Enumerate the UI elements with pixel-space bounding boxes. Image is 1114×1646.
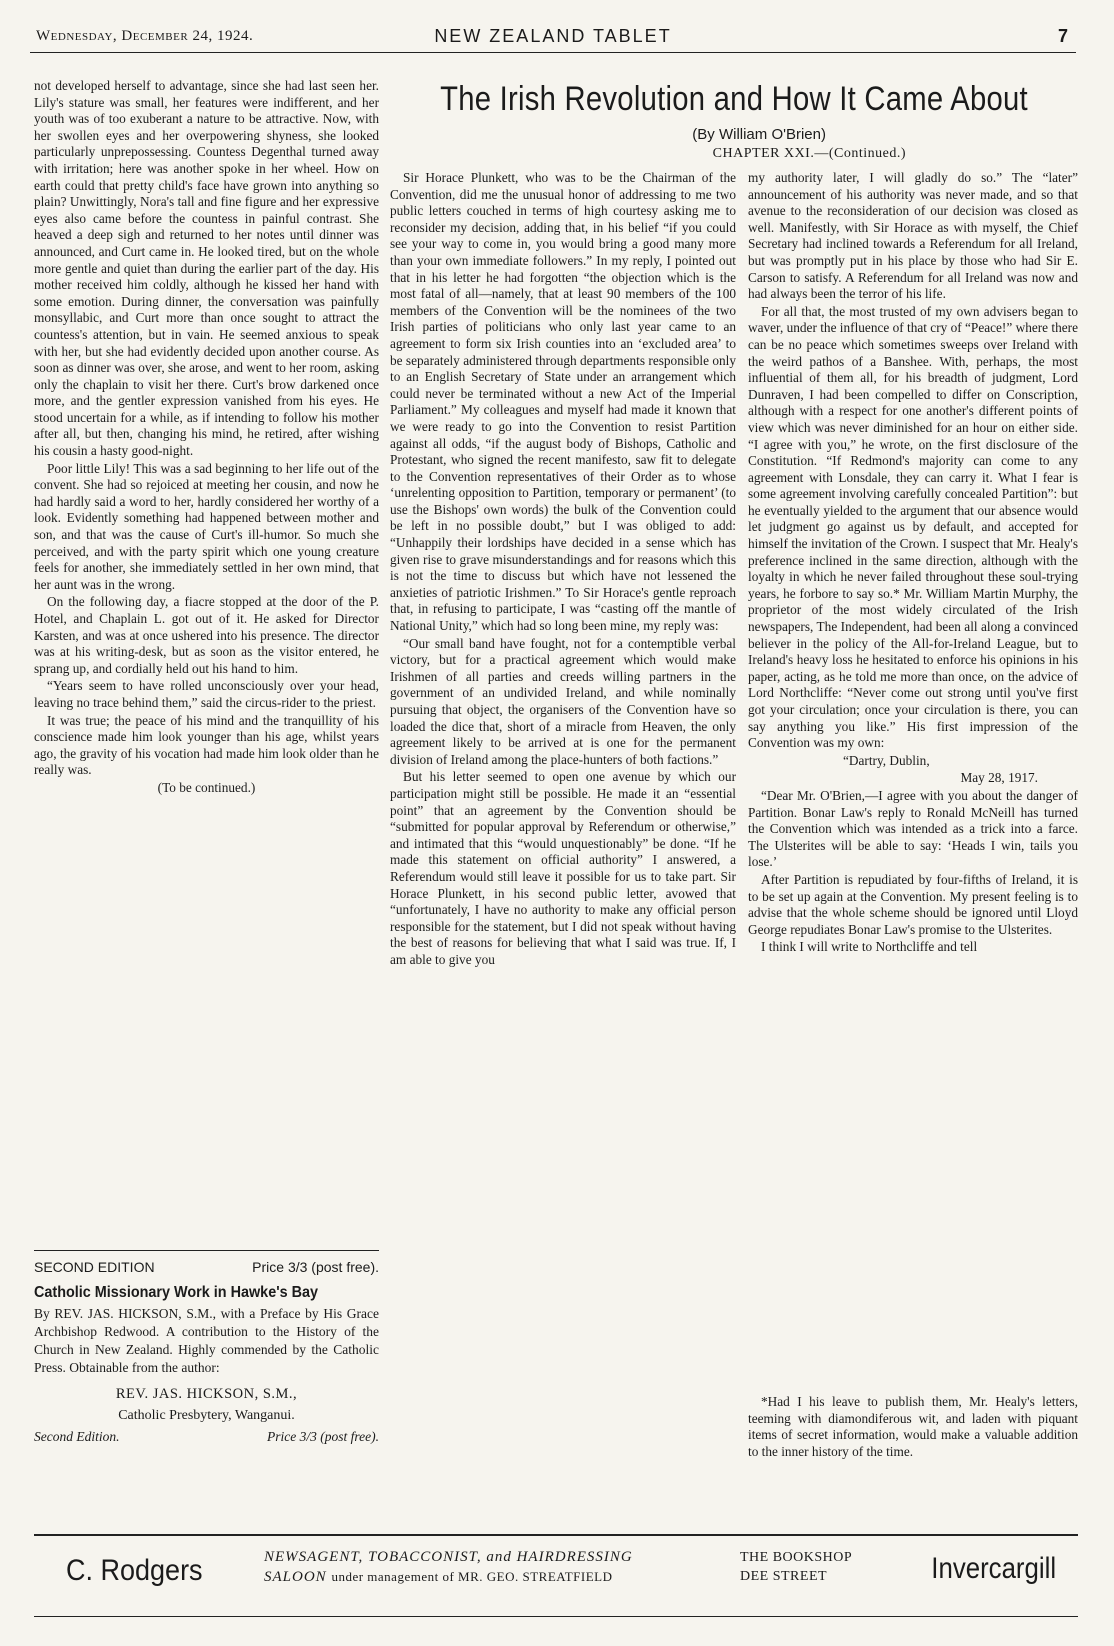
serial-paragraph: “Years seem to have rolled unconsciously over your head, leaving no trace behind them,” said the circus-rider to the priest. (34, 678, 379, 710)
ad-footer-edition: Second Edition. (34, 1429, 120, 1444)
book-advertisement (34, 1258, 379, 1446)
masthead (30, 22, 1076, 53)
section-divider (34, 1250, 379, 1251)
letter-place: “Dartry, Dublin, (843, 752, 930, 768)
banner-services-line-1: NEWSAGENT, TOBACCONIST, and HAIRDRESSING (264, 1549, 633, 1565)
article-column-2 (390, 170, 736, 970)
advertising-banner (34, 1534, 1078, 1617)
to-be-continued: (To be continued.) (157, 779, 256, 795)
ad-description: By REV. JAS. HICKSON, S.M., with a Preface by His Grace Archbishop Redwood. A contribution to the History of the Church in New Zealand. Highly commended by the Catholic Press. Obtainable from the author: (34, 1306, 379, 1375)
ad-footer-price: Price 3/3 (post free). (267, 1429, 379, 1444)
publication-title: NEW ZEALAND TABLET (434, 26, 672, 46)
letter-paragraph: After Partition is repudiated by four-fifths of Ireland, it is to be set up again at the Convention. My present feeling is to advise that the whole scheme should be ignored until Lloyd George repudiates Bonar Law's promise to the Ulsterites. (748, 871, 1078, 937)
article-byline: (By William O'Brien) (692, 126, 826, 143)
article-quote: “Our small band have fought, not for a contemptible verbal victory, but for a practical agreement which would make Irishmen of all parties and creeds willing partners in the government of an undivided Ireland, and while nominally pursuing that object, the organisers of the Convention have so loaded the dice that, short of a miracle from Heaven, the only agreement likely to be arrived at is one for the permanent division of Ireland among the place-hunters of both factions.” (390, 635, 736, 767)
article-paragraph: For all that, the most trusted of my own advisers began to waver, under the influence of that cry of “Peace!” where there can be no peace which sometimes sweeps over Ireland with the weird pathos of a Banshee. With, perhaps, the most influential of them all, for his breadth of judgment, Lord Dunraven, I had been compelled to differ on Conscription, although with a respect for one another's different points of view which was never diminished for an hour on either side. “I agree with you,” he wrote, on the first disclosure of the Constitution. “If Redmond's majority can come to any agreement with Lonsdale, they can carry it. What I fear is some agreement involving carefully concealed Partition”: but he eventually yielded to the argument that our absence would let judgment go against us by default, and accepted for himself the invitation of the Crown. I suspect that Mr. Healy's preference inclined in the same direction, although with the loyalty in which he never failed throughout these soul-trying years, he forbore to say so.* Mr. William Martin Murphy, the proprietor of the most widely circulated of the Irish newspapers, The Independent, had been all along a convinced believer in the policy of the All-for-Ireland League, but to Ireland's heavy loss he hesitated to enforce his opinions in his paper, acting, as he told me more than once, on the advice of Lord Northcliffe: “Never come out strong until you've first got your circulation; once your circulation is there, you can say anything you like.” His first impression of the Convention was my own: (748, 303, 1078, 751)
letter-date: May 28, 1917. (960, 770, 1038, 786)
serial-paragraph: On the following day, a fiacre stopped at the door of the P. Hotel, and Chaplain L. got out of it. He asked for Director Karsten, and was at once ushered into his presence. The director was at his writing-desk, but as soon as the visitor entered, he sprang up, and cordially held out his hand to him. (34, 594, 379, 676)
page-number: 7 (1057, 26, 1068, 46)
article-column-3 (748, 170, 1078, 957)
banner-management: under management of MR. GEO. STREATFIELD (331, 1569, 613, 1584)
ad-book-title: Catholic Missionary Work in Hawke's Bay (34, 1284, 319, 1301)
article-paragraph: Sir Horace Plunkett, who was to be the Chairman of the Convention, did me the unusual honor of addressing to me two public letters couched in terms of high courtesy asking me to reconsider my decision, adding that, in his belief “if you could see your way to come in, you would bring a good many more than your own immediate followers.” In my reply, I pointed out that in his letter he had forgotten “the objection which is the most fatal of all—namely, that at least 90 members of the 100 members of the Convention will be the nominees of the two Irish parties of politicians who only last year came to an agreement to form six Irish counties into an ‘excluded area’ to be separately administered through departments responsible only to an English Secretary of State under an arrangement which could never be terminated without a new Act of the Imperial Parliament.” My colleagues and myself had made it known that we were ready to go into the Convention to resist Partition against all odds, “if the august body of Bishops, Catholic and Protestant, who signed the recent manifesto, saw fit to delegate to the Convention representatives of their Order as to whose ‘unrelenting opposition to Partition, temporary or permanent’ (to use the Bishops' own words) the bulk of the Convention could be left in no possible doubt,” but I was obliged to add: “Unhappily their lordships have decided in a sense which has given rise to grave misunderstandings and for reasons which this is not the time to discuss but which have not lessened the anxieties of patriotic Irishmen.” To Sir Horace's gentle reproach that, in refusing to participate, I was “casting off the mantle of National Unity,” which had so long been mine, my reply was: (390, 170, 736, 634)
footnote-text: *Had I his leave to publish them, Mr. Healy's letters, teeming with diamondiferous wit, and laden with piquant items of secret information, would make a valuable addition to the inner history of the time. (748, 1394, 1078, 1459)
article-chapter: CHAPTER XXI.—(Continued.) (712, 146, 906, 161)
issue-date: Wednesday, December 24, 1924. (36, 28, 254, 44)
serial-paragraph: It was true; the peace of his mind and the tranquillity of his conscience made him look younger than his age, whilst years ago, the gravity of his vocation had made him look older than he really was. (34, 712, 379, 778)
serial-paragraph: Poor little Lily! This was a sad beginning to her life out of the convent. She had so rejoiced at meeting her cousin, and now he had hardly said a word to her, hardly considered her worthy of a look. Evidently something had happened between mother and son, and that was the cause of Curt's ill-humor. So much she perceived, and with the party spirit which one young creature feels for another, she immediately settled in her own mind, that her aunt was in the wrong. (34, 460, 379, 592)
article-paragraph: But his letter seemed to open one avenue by which our participation might still be possible. He made it an “essential point” that an agreement by the Convention should be “submitted for popular approval by Referendum or otherwise,” and intimated that this “would unquestionably” be done. “If he made this statement on official authority” I answered, a Referendum would still leave it possible for us to take part. Sir Horace Plunkett, in his second public letter, avowed that “unfortunately, I have no authority to make any official person responsible for the statement, but I did not speak without having the best of reasons for believing that what I said was true. If, I am able to give you (390, 769, 736, 967)
banner-street: DEE STREET (740, 1569, 828, 1584)
serial-story-column (34, 78, 379, 798)
banner-city: Invercargill (931, 1552, 1056, 1585)
letter-paragraph: I think I will write to Northcliffe and tell (761, 939, 978, 955)
ad-edition: SECOND EDITION (34, 1259, 155, 1275)
footnote (748, 1394, 1078, 1460)
serial-paragraph: not developed herself to advantage, since she had last seen her. Lily's stature was small, her features were indifferent, and her youth was of too exuberant a nature to be attractive. Now, with her swollen eyes and her overpowering shyness, she looked particularly unprepossessing. Countess Degenthal turned away with irritation; here was another spoke in her wheel. How on earth could that pretty child's face have grown into anything so plain? Unwittingly, Nora's tall and fine figure and her expressive eyes also came before the countess in painful contrast. She heaved a deep sigh and returned to her notes until dinner was announced, and Curt came in. He looked tired, but on the whole more gentle and quiet than during the earlier part of the day. His mother received him coldly, although he kissed her hand with some emotion. During dinner, the conversation was painfully monsyllabic, and Curt more than once sought to attract the countess's attention, but in vain. He seemed anxious to speak with her, but she had evidently decided upon another course. As soon as dinner was over, she arose, and went to her room, asking only the chaplain to visit her there. Curt's brow darkened once more, and the gentler expression vanished from his eyes. He stood uncertain for a while, as if intending to follow his mother after all, but then, changing his mind, he retired, after wishing his cousin a hasty good-night. (34, 78, 379, 459)
ad-author: REV. JAS. HICKSON, S.M., (115, 1386, 298, 1402)
banner-business-name: C. Rodgers (66, 1554, 203, 1587)
article-paragraph: my authority later, I will gladly do so.” The “later” announcement of his authority was never made, and so that avenue to the reconsideration of our decision was closed as well. Manifestly, with Sir Horace as with myself, the Chief Secretary had inclined towards a Referendum for all Ireland, but was promptly put in his place by those who had Sir E. Carson to satisfy. A Referendum for all Ireland was now and had always been the terror of his life. (748, 170, 1078, 302)
banner-services (264, 1548, 704, 1587)
ad-address: Catholic Presbytery, Wanganui. (118, 1408, 295, 1423)
banner-services-line-2: SALOON (264, 1569, 327, 1585)
letter-paragraph: “Dear Mr. O'Brien,—I agree with you about the danger of Partition. Bonar Law's reply to Ronald McNeill has turned the Convention which was intended as a trick into a farce. The Ulsterites will be able to say: ‘Heads I win, tails you lose.’ (748, 787, 1078, 870)
ad-price: Price 3/3 (post free). (252, 1259, 379, 1275)
article-headline: The Irish Revolution and How It Came About (440, 80, 1028, 118)
banner-shop-name: THE BOOKSHOP (740, 1550, 853, 1565)
banner-shop-address (740, 1548, 852, 1586)
